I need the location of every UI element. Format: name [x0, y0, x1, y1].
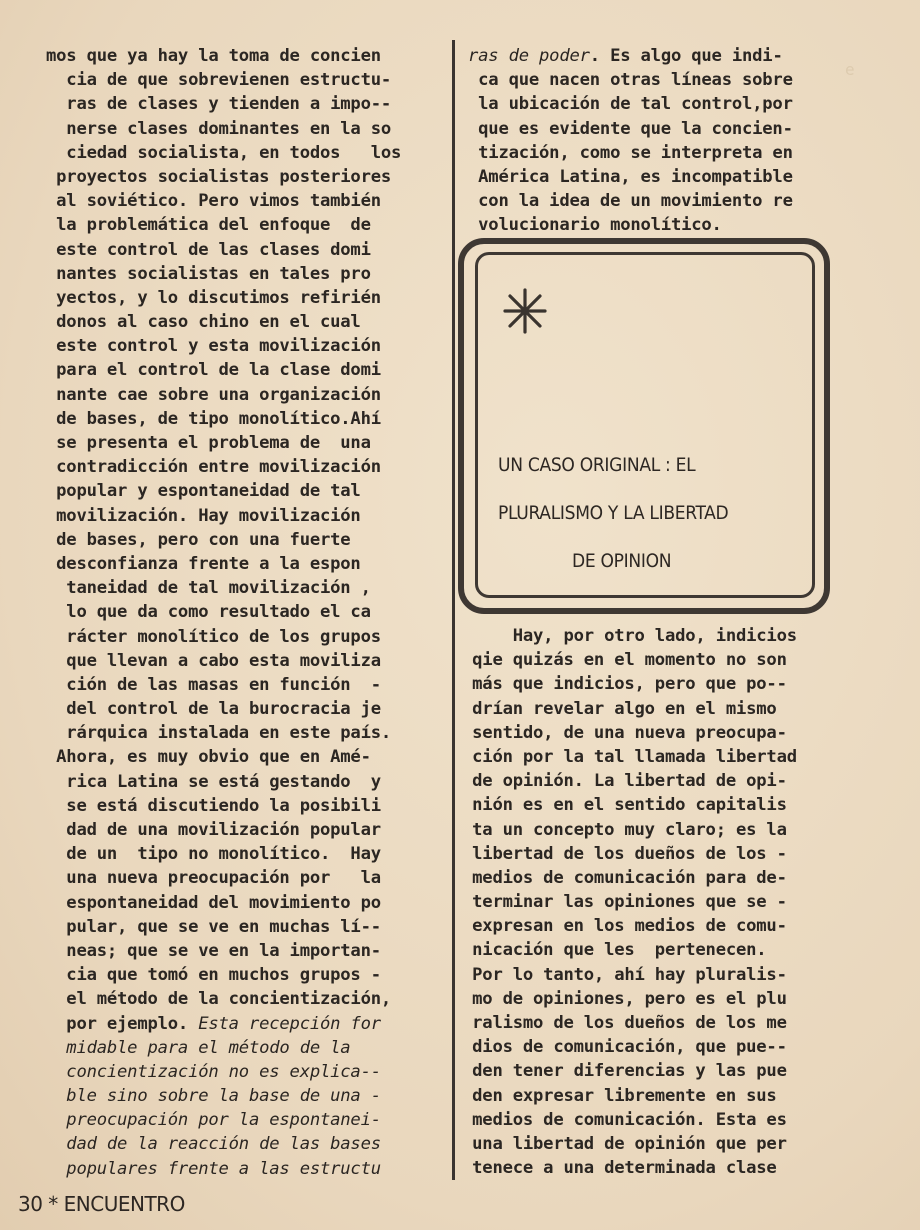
- text-line: mo de opiniones, pero es el plu: [462, 988, 787, 1009]
- text-line: nicación que les pertenecen.: [462, 940, 767, 961]
- text-line: volucionario monolítico.: [468, 215, 722, 236]
- text-line: de bases, pero con una fuerte: [46, 529, 351, 550]
- text-line: rácter monolítico de los grupos: [46, 626, 381, 647]
- text-line: ble sino sobre la base de una -: [46, 1086, 381, 1107]
- text-line: medios de comunicación. Esta es: [462, 1109, 787, 1130]
- text-line: que llevan a cabo esta moviliza: [46, 650, 381, 671]
- text-line: América Latina, es incompatible: [468, 166, 793, 187]
- text-line: concientización no es explica--: [46, 1061, 381, 1082]
- text-line: dios de comunicación, que pue--: [462, 1037, 787, 1058]
- text-line: popular y espontaneidad de tal: [46, 481, 361, 502]
- text-line: drían revelar algo en el mismo: [462, 698, 777, 719]
- text-line: ciedad socialista, en todos los: [46, 142, 402, 163]
- text-line: con la idea de un movimiento re: [468, 191, 793, 212]
- text-line: por ejemplo. Esta recepción for: [46, 1013, 381, 1034]
- text-line: yectos, y lo discutimos refirién: [46, 287, 381, 308]
- text-line: den expresar libremente en sus: [462, 1085, 777, 1106]
- text-line: movilización. Hay movilización: [46, 505, 361, 526]
- text-line: nión es en el sentido capitalis: [462, 795, 787, 816]
- text-line: pular, que se ve en muchas lí--: [46, 916, 381, 937]
- bleed-through-decoration: e: [845, 60, 855, 79]
- text-line: nantes socialistas en tales pro: [46, 263, 371, 284]
- text-line: de un tipo no monolítico. Hay: [46, 844, 381, 865]
- text-line: nante cae sobre una organización: [46, 384, 381, 405]
- text-line: este control y esta movilización: [46, 336, 381, 357]
- section-heading-line-3: DE OPINION: [572, 550, 672, 572]
- text-line: la problemática del enfoque de: [46, 215, 371, 236]
- text-line: para el control de la clase domi: [46, 360, 381, 381]
- text-line: neas; que se ve en la importan-: [46, 940, 381, 961]
- text-line: ta un concepto muy claro; es la: [462, 819, 787, 840]
- text-line: ras de clases y tienden a impo--: [46, 94, 392, 115]
- text-line: una nueva preocupación por la: [46, 868, 381, 889]
- text-line: que es evidente que la concien-: [468, 118, 793, 139]
- text-line: ción por la tal llamada libertad: [462, 746, 797, 767]
- column-divider: [452, 40, 455, 1180]
- text-line: ralismo de los dueños de los me: [462, 1013, 787, 1033]
- text-line: sentido, de una nueva preocupa-: [462, 722, 787, 743]
- text-line: ca que nacen otras líneas sobre: [468, 70, 793, 91]
- text-line: donos al caso chino en el cual: [46, 312, 361, 333]
- text-line: mos que ya hay la toma de concien: [46, 46, 381, 66]
- right-column-bottom: [462, 624, 850, 1180]
- text-line: se presenta el problema de una: [46, 433, 371, 453]
- text-line: cia de que sobrevienen estructu-: [46, 70, 392, 91]
- page-footer: 30 * ENCUENTRO: [18, 1192, 185, 1216]
- text-line: medios de comunicación para de-: [462, 867, 787, 888]
- text-line: de opinión. La libertad de opi-: [462, 771, 787, 792]
- text-line: la ubicación de tal control,por: [468, 94, 793, 115]
- text-line: Hay, por otro lado, indicios: [462, 626, 797, 646]
- text-line: al soviético. Pero vimos también: [46, 191, 381, 212]
- text-line: espontaneidad del movimiento po: [46, 892, 381, 913]
- text-line: rárquica instalada en este país.: [46, 723, 392, 744]
- text-line: preocupación por la espontanei-: [46, 1110, 381, 1131]
- text-line: de bases, de tipo monolítico.Ahí: [46, 408, 381, 429]
- text-line: Por lo tanto, ahí hay pluralis-: [462, 964, 787, 985]
- text-line: tización, como se interpreta en: [468, 142, 793, 163]
- text-fragment: . Es algo que indi-: [589, 46, 783, 66]
- text-line: dad de la reacción de las bases: [46, 1134, 381, 1155]
- text-line: rica Latina se está gestando y: [46, 771, 381, 792]
- text-line: este control de las clases domi: [46, 239, 371, 260]
- right-column-top: [468, 44, 848, 238]
- section-heading-line-1: UN CASO ORIGINAL : EL: [498, 454, 696, 476]
- text-line: dad de una movilización popular: [46, 820, 381, 840]
- text-line: ción de las masas en función -: [46, 674, 381, 695]
- italic-fragment: Esta recepción for: [198, 1013, 381, 1034]
- text-line: contradicción entre movilización: [46, 457, 381, 478]
- text-line: expresan en los medios de comu-: [462, 916, 787, 937]
- text-line: libertad de los dueños de los -: [462, 843, 787, 864]
- left-column: [46, 44, 442, 1181]
- text-line: terminar las opiniones que se -: [462, 892, 787, 913]
- text-line: proyectos socialistas posteriores: [46, 166, 392, 187]
- text-line: populares frente a las estructu: [46, 1158, 381, 1179]
- text-line: nerse clases dominantes en la so: [46, 118, 392, 139]
- text-line: tenece a una determinada clase: [462, 1158, 777, 1179]
- asterisk-icon: [500, 286, 550, 336]
- text-line: más que indicios, pero que po--: [462, 674, 787, 695]
- text-line: se está discutiendo la posibili: [46, 795, 381, 816]
- section-heading-line-2: PLURALISMO Y LA LIBERTAD: [498, 502, 729, 524]
- text-line: den tener diferencias y las pue: [462, 1061, 787, 1082]
- text-line: [468, 44, 848, 68]
- italic-fragment: ras de poder: [468, 46, 590, 66]
- text-line: lo que da como resultado el ca: [46, 602, 371, 623]
- text-line: del control de la burocracia je: [46, 699, 381, 720]
- text-line: el método de la concientización,: [46, 989, 392, 1010]
- text-line: una libertad de opinión que per: [462, 1133, 787, 1154]
- text-line: qie quizás en el momento no son: [462, 650, 787, 671]
- text-line: desconfianza frente a la espon: [46, 553, 361, 574]
- text-line: cia que tomó en muchos grupos -: [46, 965, 381, 986]
- text-line: midable para el método de la: [46, 1037, 351, 1058]
- text-line: taneidad de tal movilización ,: [46, 578, 371, 599]
- text-line: Ahora, es muy obvio que en Amé-: [46, 747, 371, 768]
